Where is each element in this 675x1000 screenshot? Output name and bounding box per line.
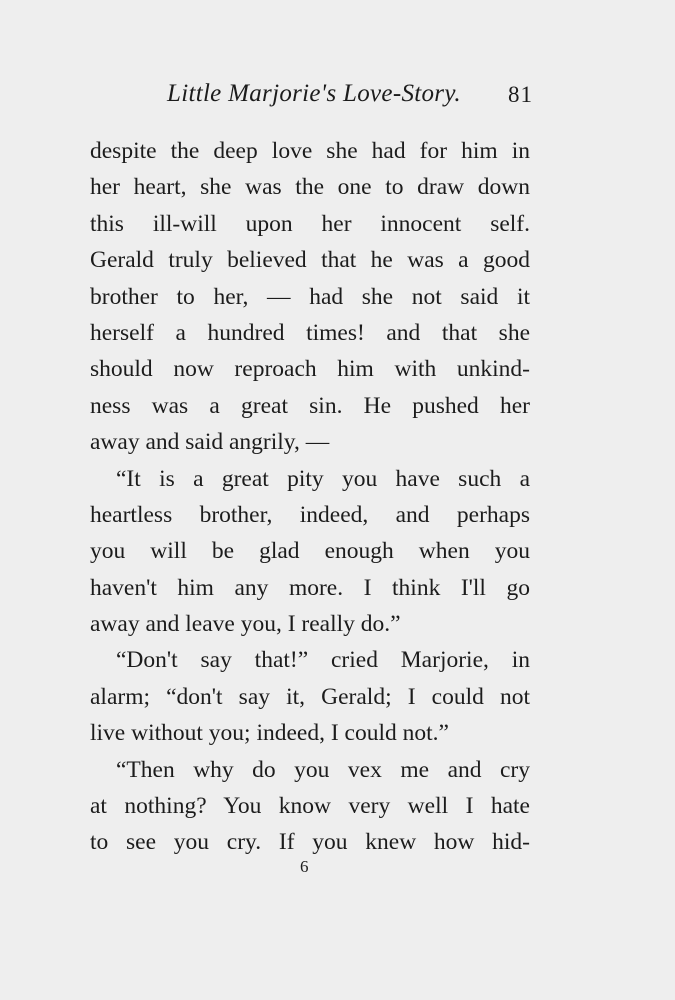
text-line: heartless brother, indeed, and perhaps (90, 501, 530, 528)
text-line: brother to her, — had she not said it (90, 283, 530, 310)
text-line: ness was a great sin. He pushed her (90, 392, 530, 419)
text-line: away and said angrily, — (90, 429, 330, 456)
text-line: live without you; indeed, I could not.” (90, 720, 449, 747)
running-title: Little Marjorie's Love-Story. (167, 80, 461, 107)
page-number: 81 (508, 82, 533, 107)
text-line: despite the deep love she had for him in (90, 138, 530, 164)
text-line: haven't him any more. I think I'll go (90, 574, 530, 601)
text-line: alarm; “don't say it, Gerald; I could not (90, 683, 530, 710)
signature-mark: 6 (300, 857, 309, 876)
text-line: “Don't say that!” cried Marjorie, in (116, 647, 530, 674)
text-line: her heart, she was the one to draw down (90, 174, 530, 201)
running-head (0, 80, 675, 120)
text-line: herself a hundred times! and that she (90, 319, 530, 346)
text-line: this ill-will upon her innocent self. (90, 210, 530, 237)
text-line: Gerald truly believed that he was a good (90, 247, 530, 274)
text-line: at nothing? You know very well I hate (90, 793, 530, 820)
body-text (90, 133, 530, 861)
text-line: “Then why do you vex me and cry (116, 756, 530, 783)
text-line: you will be glad enough when you (90, 538, 530, 565)
text-line: to see you cry. If you knew how hid- (90, 829, 530, 856)
text-line: should now reproach him with unkind- (90, 356, 530, 383)
text-line: away and leave you, I really do.” (90, 611, 401, 638)
text-line: “It is a great pity you have such a (116, 465, 530, 492)
